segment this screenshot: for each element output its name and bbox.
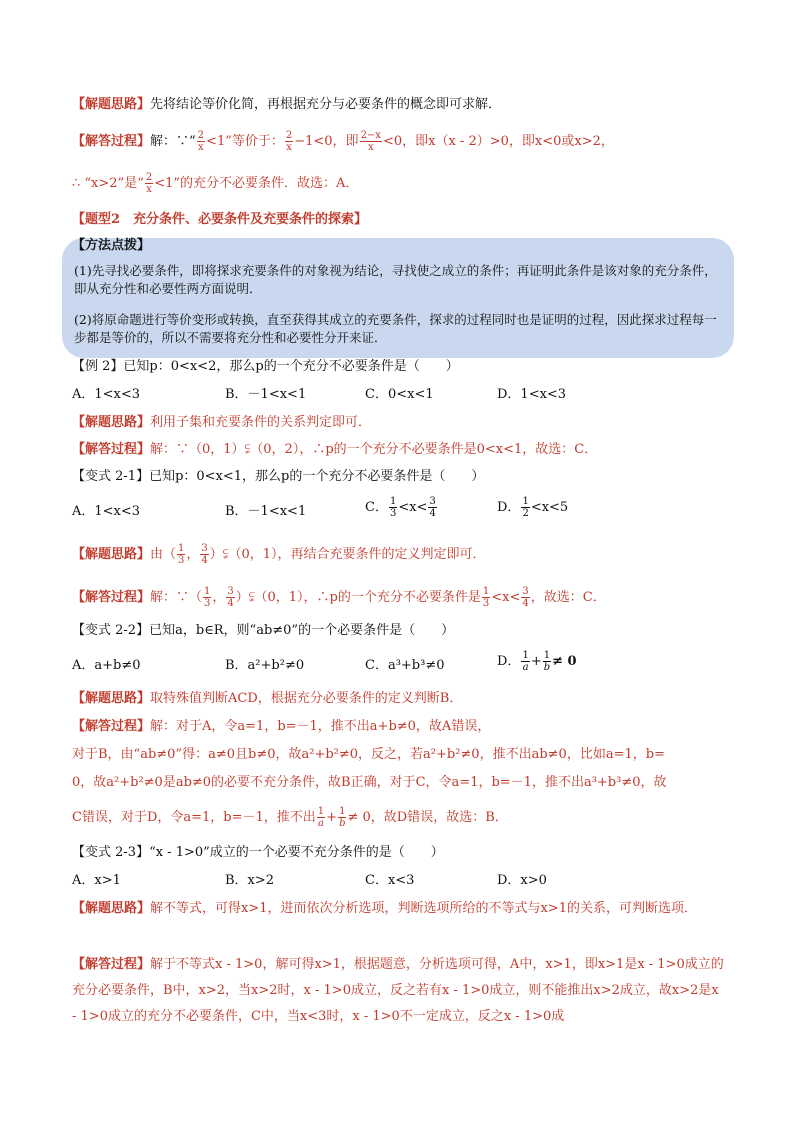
proc-line-1: 【解答过程】解：∵“ $\frac{2}{x}$ <1”等价于： $\frac{2}{x}$ −1<0，即 $\frac{2-x}{x}$ <0，即x（x - 2）>0，即x<0或x>2， (72, 130, 614, 153)
think-text: 先将结论等价化简，再根据充分与必要条件的概念即可求解． (150, 97, 502, 112)
option-b: B．－1<x<1 (225, 387, 307, 402)
v22-proc-1: 【解答过程】解：对于A，令a=1，b=－1，推不出a+b≠0，故A错误， (72, 719, 491, 734)
fraction: $\frac{2}{x}$ (285, 130, 293, 153)
option-d: D． $\frac{1}{2}$ <x<5 (497, 496, 569, 519)
section-heading: 【题型2 充分条件、必要条件及充要条件的探索】 (72, 212, 368, 227)
fraction: $\frac{2-x}{x}$ (360, 130, 381, 153)
method-tip-1: (1)先寻找必要条件，即将探求充要条件的对象视为结论，寻找使之成立的条件；再证明此条件是该对象的充分条件，即从充分性和必要性两方面说明． (74, 263, 717, 296)
option-b: B．a²+b²≠0 (225, 658, 305, 673)
option-a: A．1<x<3 (72, 504, 141, 519)
v22-think: 【解题思路】取特殊值判断ACD，根据充分必要条件的定义判断B． (72, 691, 463, 706)
conclusion-line: ∴ “x>2”是“ $\frac{2}{x}$ <1”的充分不必要条件．故选：A． (72, 172, 359, 195)
method-tip-2: (2)将原命题进行等价变形或转换，直至获得其成立的充要条件，探求的过程同时也是证明的过程，因此探求过程每一步都是等价的，所以不需要将充分性和必要性分开来证． (74, 312, 717, 345)
v23-proc: 【解答过程】解于不等式x - 1>0，解可得x>1，根据题意，分析选项可得，A中，x>1，即x>1是x - 1>0成立的充分必要条件，B中，x>2，当x>2时，x - 1>0成立，反之若有x - 1>0成立，则不能推出x>2成立，故x>2是x - 1>0成立的充分不必要条件，C中，当x<3时，x - 1>0不一定成立，反之x - 1>0成 (72, 957, 724, 1024)
think-tag: 【解题思路】 (72, 97, 151, 112)
option-c: C．0<x<1 (365, 387, 434, 402)
option-a: A．a+b≠0 (72, 658, 141, 673)
variant-2-2-stem: 【变式 2-2】已知a，b∈R，则“ab≠0”的一个必要条件是（ ） (72, 623, 455, 638)
variant-2-3-stem: 【变式 2-3】“x - 1>0”成立的一个必要不充分条件的是（ ） (72, 845, 444, 860)
option-d: D． $\frac{1}{a}$ + $\frac{1}{b}$ ≠ 0 (497, 650, 577, 673)
v22-proc-3: 0，故a²+b²≠0是ab≠0的必要不充分条件，故B正确，对于C，令a=1，b=－1，推不出a³+b³≠0，故 (72, 775, 667, 790)
v21-think: 【解题思路】由（ $\frac{1}{3}$ ， $\frac{3}{4}$ ）⫋（0，1），再结合充要条件的定义判定即可． (72, 543, 486, 566)
proc-tag: 【解答过程】 (72, 134, 151, 149)
fraction: $\frac{2}{x}$ (197, 130, 205, 153)
option-b: B．－1<x<1 (225, 504, 307, 519)
variant-2-1-stem: 【变式 2-1】已知p：0<x<1，那么p的一个充分不必要条件是（ ） (72, 469, 485, 484)
think-line-1 (72, 96, 726, 114)
v21-proc: 【解答过程】解：∵（ $\frac{1}{3}$ ， $\frac{3}{4}$ ）⫋（0，1），∴p的一个充分不必要条件是 $\frac{1}{3}$ <x< $\frac{3}{4}$ ，故选：C． (72, 586, 606, 609)
fraction: $\frac{2}{x}$ (145, 172, 153, 195)
option-a: A．1<x<3 (72, 387, 141, 402)
option-c: C．x<3 (365, 873, 415, 888)
v22-proc-2: 对于B，由“ab≠0”得：a≠0且b≠0，故a²+b²≠0，反之，若a²+b²≠0，推不出ab≠0，比如a=1，b= (72, 747, 665, 762)
v23-think: 【解题思路】解不等式，可得x>1，进而依次分析选项，判断选项所给的不等式与x>1的关系，可判断选项． (72, 901, 698, 916)
option-b: B．x>2 (225, 873, 275, 888)
option-d: D．1<x<3 (497, 387, 567, 402)
option-c: C．a³+b³≠0 (365, 658, 445, 673)
option-d: D．x>0 (497, 873, 547, 888)
option-c: C． $\frac{1}{3}$ <x< $\frac{3}{4}$ (365, 496, 436, 519)
v22-proc-4: C错误，对于D，令a=1，b=－1，推不出 $\frac{1}{a}$ + $\frac{1}{b}$ ≠ 0，故D错误，故选：B． (72, 806, 508, 829)
example-2-stem: 【例 2】已知p：0<x<2，那么p的一个充分不必要条件是（ ） (72, 359, 459, 374)
ex2-think: 【解题思路】利用子集和充要条件的关系判定即可． (72, 415, 372, 430)
ex2-proc: 【解答过程】解：∵（0，1）⫋（0，2），∴p的一个充分不必要条件是0<x<1，故选：C． (72, 442, 598, 457)
option-a: A．x>1 (72, 873, 121, 888)
method-tips-title: 【方法点拨】 (72, 238, 151, 253)
